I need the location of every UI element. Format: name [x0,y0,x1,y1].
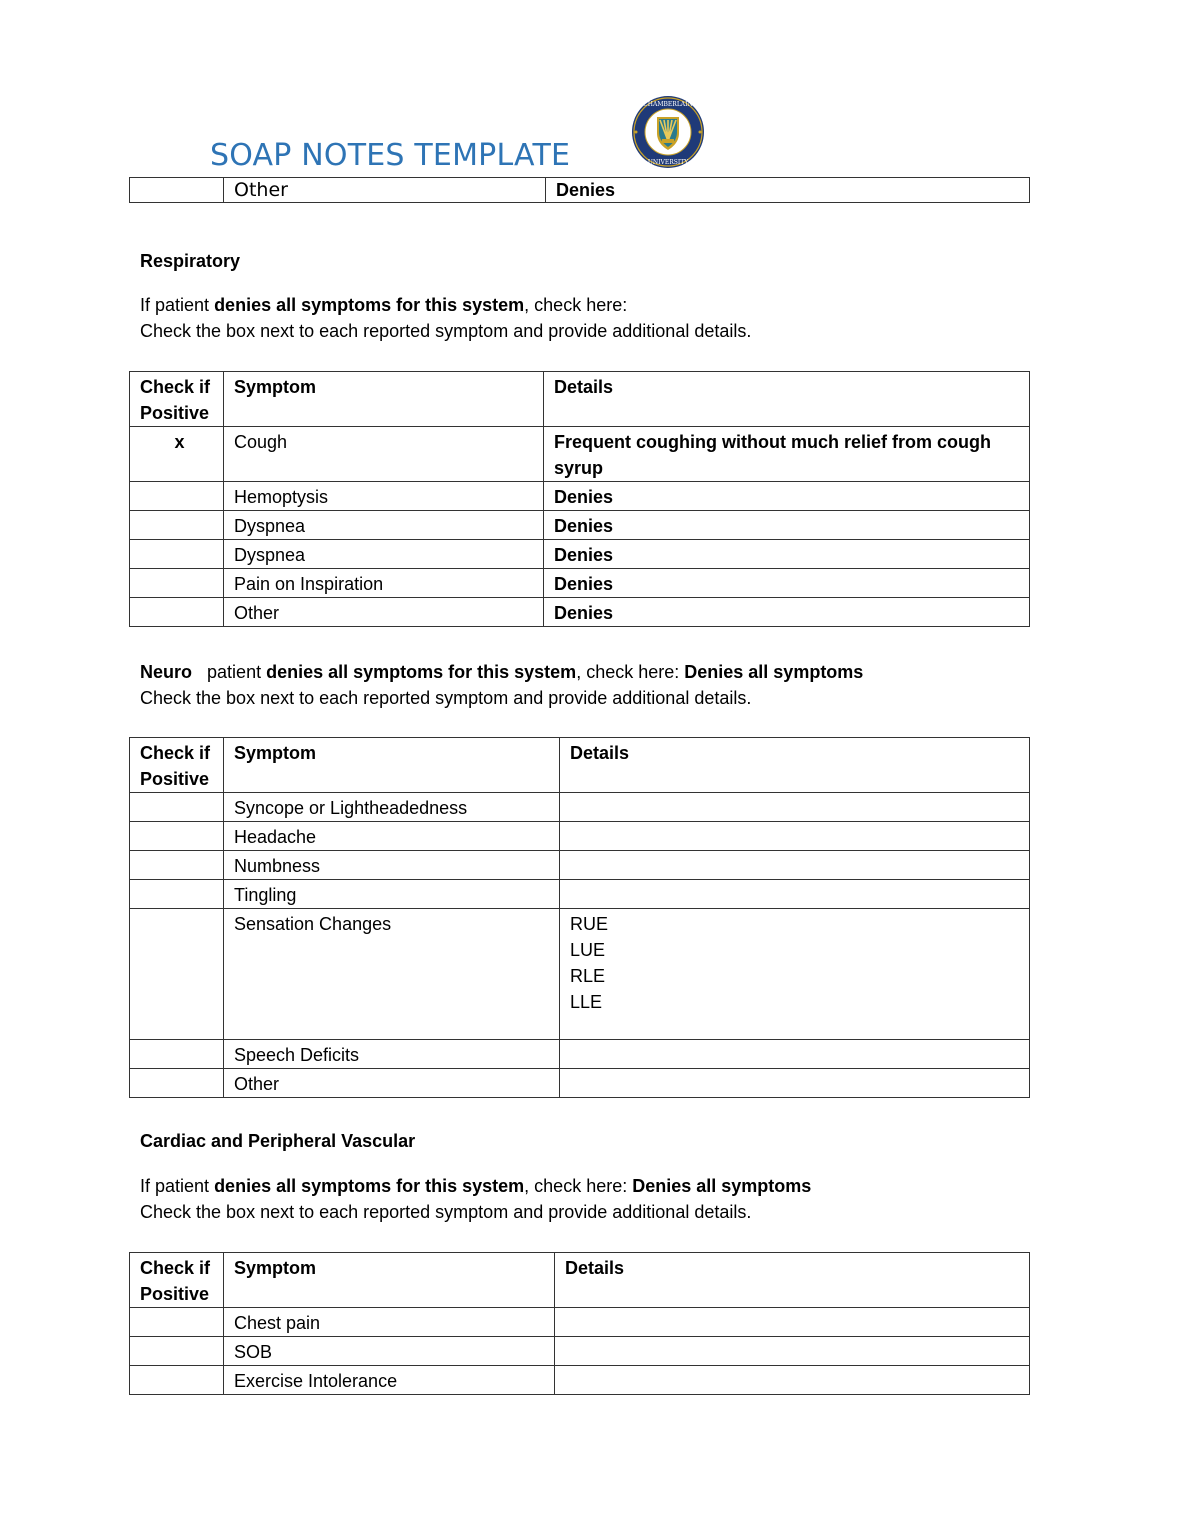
details-cell[interactable] [560,1069,1030,1098]
deny-all-line-neuro [140,659,863,685]
symptom-cell: Other [224,598,544,627]
table-row [130,909,1030,1040]
table-row [130,1337,1030,1366]
header-check-if-positive: Check if Positive [130,1253,224,1308]
header-details: Details [555,1253,1030,1308]
check-cell[interactable] [130,909,224,1040]
header-symptom: Symptom [224,738,560,793]
deny-prefix: If patient [140,295,215,315]
table-row [130,1040,1030,1069]
logo-text-top: CHAMBERLAIN [643,101,693,108]
deny-all-line-respiratory [140,292,627,318]
check-cell[interactable] [130,793,224,822]
chamberlain-university-seal-icon [629,95,707,169]
table-header-row [130,738,1030,793]
details-cell[interactable]: Frequent coughing without much relief from cough syrup [544,427,1030,482]
details-cell[interactable]: Denies [544,569,1030,598]
symptom-cell: Speech Deficits [224,1040,560,1069]
check-cell[interactable] [130,880,224,909]
table-header-row [130,1253,1030,1308]
table-row [130,1308,1030,1337]
limb-lle: LLE [570,992,603,1012]
continuation-table [129,177,1030,203]
check-cell[interactable] [130,569,224,598]
neuro-table [129,737,1030,1098]
details-cell[interactable]: Denies [544,511,1030,540]
check-cell[interactable] [130,1366,224,1395]
page-title: SOAP NOTES TEMPLATE [210,138,571,173]
respiratory-table [129,371,1030,627]
check-cell[interactable] [130,1040,224,1069]
check-cell[interactable] [130,822,224,851]
limb-rue: RUE [570,914,609,934]
symptom-cell: Numbness [224,851,560,880]
symptom-cell: Pain on Inspiration [224,569,544,598]
details-cell[interactable] [560,822,1030,851]
table-row [130,1366,1030,1395]
check-cell[interactable] [130,1337,224,1366]
table-row [130,793,1030,822]
check-cell[interactable] [130,1308,224,1337]
deny-all-value[interactable]: Denies all symptoms [684,662,864,682]
symptom-cell: Syncope or Lightheadedness [224,793,560,822]
deny-bold: denies all symptoms for this system [214,1176,525,1196]
symptom-cell: Dyspnea [224,511,544,540]
table-row [130,511,1030,540]
details-cell[interactable] [560,880,1030,909]
details-cell[interactable]: Denies [546,178,1030,203]
table-row [130,1069,1030,1098]
header-details: Details [544,372,1030,427]
symptom-cell: Other [224,1069,560,1098]
instruction-respiratory: Check the box next to each reported symptom and provide additional details. [140,321,752,341]
symptom-cell: Cough [224,427,544,482]
symptom-cell: Chest pain [224,1308,555,1337]
details-cell[interactable] [560,793,1030,822]
details-cell[interactable]: Denies [544,540,1030,569]
section-title-respiratory: Respiratory [140,251,241,271]
symptom-cell: Hemoptysis [224,482,544,511]
table-row [130,851,1030,880]
check-cell[interactable] [130,511,224,540]
check-cell[interactable] [130,851,224,880]
details-cell[interactable] [560,1040,1030,1069]
deny-prefix: If patient [140,1176,215,1196]
check-cell[interactable] [130,1069,224,1098]
symptom-cell: Tingling [224,880,560,909]
check-cell[interactable] [130,540,224,569]
table-header-row [130,372,1030,427]
symptom-cell: SOB [224,1337,555,1366]
deny-all-value[interactable]: Denies all symptoms [632,1176,812,1196]
symptom-cell: Headache [224,822,560,851]
check-cell[interactable] [130,178,224,203]
deny-suffix: , check here: [524,1176,633,1196]
table-row [130,427,1030,482]
check-cell[interactable]: x [130,427,224,482]
header-check-if-positive: Check if Positive [130,738,224,793]
deny-suffix: , check here: [524,295,628,315]
logo-text-bottom: UNIVERSITY [647,159,689,166]
deny-prefix: patient [207,662,267,682]
deny-suffix: , check here: [576,662,685,682]
limb-rle: RLE [570,966,606,986]
details-cell[interactable] [555,1366,1030,1395]
header-check-if-positive: Check if Positive [130,372,224,427]
table-row [130,178,1030,203]
deny-all-line-cardiac [140,1173,811,1199]
symptom-cell: Sensation Changes [224,909,560,1040]
header-details: Details [560,738,1030,793]
section-title-neuro: Neuro [140,662,193,682]
instruction-cardiac: Check the box next to each reported symptom and provide additional details. [140,1202,752,1222]
limb-lue: LUE [570,940,606,960]
check-cell[interactable] [130,598,224,627]
section-title-cardiac: Cardiac and Peripheral Vascular [140,1131,416,1151]
deny-bold: denies all symptoms for this system [214,295,525,315]
symptom-cell: Exercise Intolerance [224,1366,555,1395]
symptom-cell: Dyspnea [224,540,544,569]
table-row [130,540,1030,569]
symptom-cell: Other [224,178,546,203]
instruction-neuro: Check the box next to each reported symptom and provide additional details. [140,688,752,708]
table-row [130,482,1030,511]
details-cell[interactable] [555,1337,1030,1366]
details-cell[interactable]: Denies [544,598,1030,627]
table-row [130,822,1030,851]
table-row [130,598,1030,627]
details-cell[interactable] [555,1308,1030,1337]
table-row [130,880,1030,909]
header-symptom: Symptom [224,1253,555,1308]
header-symptom: Symptom [224,372,544,427]
deny-bold: denies all symptoms for this system [266,662,577,682]
cardiac-table [129,1252,1030,1395]
table-row [130,569,1030,598]
details-cell[interactable] [560,851,1030,880]
details-cell[interactable] [560,909,1030,1040]
details-cell[interactable]: Denies [544,482,1030,511]
check-cell[interactable] [130,482,224,511]
